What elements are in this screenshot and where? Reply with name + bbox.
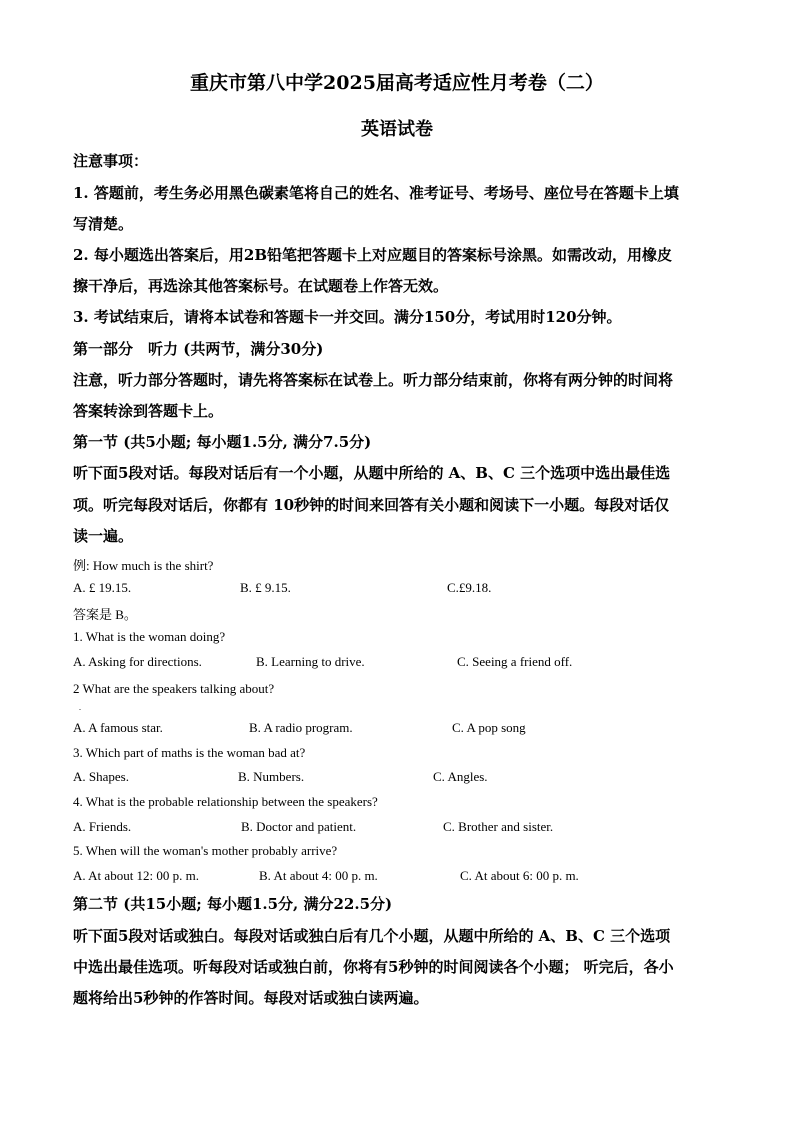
question-2: 2 What are the speakers talking about? xyxy=(73,681,275,696)
question-1-option-c: C. Seeing a friend off. xyxy=(457,654,573,669)
note-line: 2. 每小题选出答案后，用2B铅笔把答题卡上对应题目的答案标号涂黑。如需改动，用橡皮 xyxy=(73,246,673,264)
question-3-option-a: A. Shapes. xyxy=(73,769,129,784)
part1-heading: 第一部分 听力 (共两节，满分30分) xyxy=(73,340,324,358)
example-option-a: A. £ 19.15. xyxy=(73,580,132,595)
part1-note-line: 注意，听力部分答题时，请先将答案标在试卷上。听力部分结束前，你将有两分钟的时间将 xyxy=(73,371,674,389)
note-line: 1. 答题前，考生务必用黑色碳素笔将自己的姓名、准考证号、考场号、座位号在答题卡上填 xyxy=(73,184,679,202)
question-4-option-c: C. Brother and sister. xyxy=(443,819,554,834)
question-5-option-b: B. At about 4: 00 p. m. xyxy=(259,868,378,883)
question-1: 1. What is the woman doing? xyxy=(73,629,226,644)
example-answer: 答案是 B。 xyxy=(73,607,137,622)
exam-title: 重庆市第八中学2025届高考适应性月考卷（二） xyxy=(190,72,604,94)
note-line: 擦干净后，再选涂其他答案标号。在试题卷上作答无效。 xyxy=(73,277,449,295)
question-1-option-b: B. Learning to drive. xyxy=(256,654,365,669)
section1-instruction-line: 项。听完每段对话后，你都有 10秒钟的时间来回答有关小题和阅读下一小题。每段对话仅 xyxy=(73,496,670,514)
part1-note-line: 答案转涂到答题卡上。 xyxy=(73,402,224,420)
question-5-option-c: C. At about 6: 00 p. m. xyxy=(460,868,579,883)
notes-heading: 注意事项： xyxy=(73,152,149,170)
note-line: 写清楚。 xyxy=(73,215,134,233)
question-4-option-a: A. Friends. xyxy=(73,819,132,834)
question-4: 4. What is the probable relationship between the speakers? xyxy=(73,794,378,809)
example-question: 例: How much is the shirt? xyxy=(73,558,214,573)
question-2-option-c: C. A pop song xyxy=(452,720,526,735)
question-2-option-a: A. A famous star. xyxy=(73,720,163,735)
example-option-c: C.£9.18. xyxy=(447,580,492,595)
question-3-option-c: C. Angles. xyxy=(433,769,488,784)
section1-instruction-line: 读一遍。 xyxy=(73,527,134,545)
question-5: 5. When will the woman's mother probably arrive? xyxy=(73,843,338,858)
section2-instruction-line: 题将给出5秒钟的作答时间。每段对话或独白读两遍。 xyxy=(73,989,429,1007)
exam-subtitle: 英语试卷 xyxy=(361,119,433,140)
decorative-dot: . xyxy=(79,703,81,712)
question-3-option-b: B. Numbers. xyxy=(238,769,305,784)
question-1-option-a: A. Asking for directions. xyxy=(73,654,202,669)
section2-instruction-line: 中选出最佳选项。听每段对话或独白前，你将有5秒钟的时间阅读各个小题； 听完后，各小 xyxy=(73,958,674,976)
section1-instruction-line: 听下面5段对话。每段对话后有一个小题，从题中所给的 A、B、C 三个选项中选出最佳选 xyxy=(73,464,671,482)
section1-heading: 第一节 (共5小题; 每小题1.5分, 满分7.5分) xyxy=(73,433,372,451)
question-4-option-b: B. Doctor and patient. xyxy=(241,819,357,834)
example-option-b: B. £ 9.15. xyxy=(240,580,291,595)
section2-heading: 第二节 (共15小题; 每小题1.5分, 满分22.5分) xyxy=(73,895,393,913)
question-3: 3. Which part of maths is the woman bad at? xyxy=(73,745,306,760)
section2-instruction-line: 听下面5段对话或独白。每段对话或独白后有几个小题，从题中所给的 A、B、C 三个选项 xyxy=(73,927,671,945)
note-line: 3. 考试结束后，请将本试卷和答题卡一并交回。满分150分，考试用时120分钟。 xyxy=(73,308,622,326)
question-2-option-b: B. A radio program. xyxy=(249,720,353,735)
question-5-option-a: A. At about 12: 00 p. m. xyxy=(73,868,200,883)
